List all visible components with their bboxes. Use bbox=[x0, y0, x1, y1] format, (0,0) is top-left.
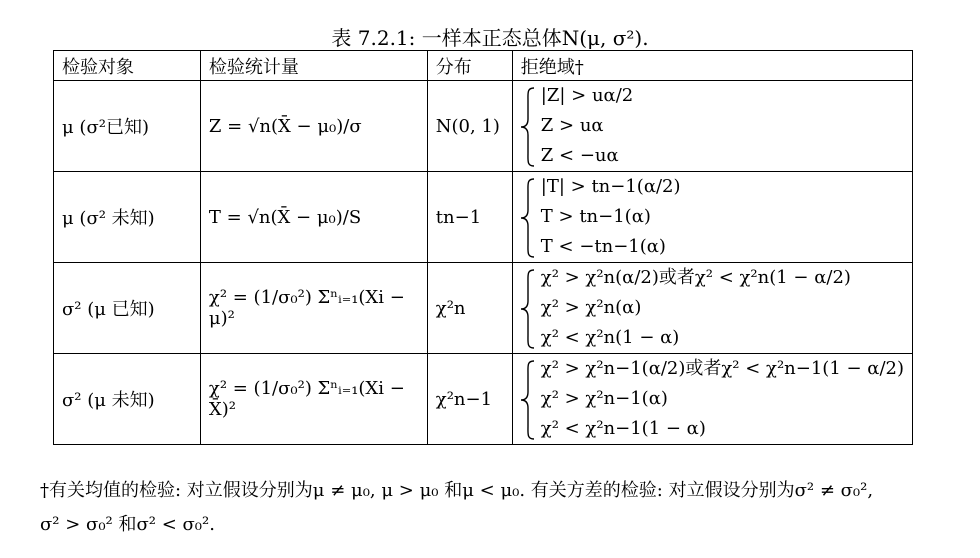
region-line: χ² < χ²n(1 − α) bbox=[540, 327, 680, 348]
left-brace-icon bbox=[519, 87, 537, 167]
header-row bbox=[54, 51, 913, 81]
footnote bbox=[40, 474, 940, 542]
table-caption: 表 7.2.1: 一样本正态总体N(μ, σ²). bbox=[331, 26, 649, 50]
test-object: μ (σ² 未知) bbox=[54, 172, 201, 263]
region-line: T > tn−1(α) bbox=[540, 206, 651, 227]
region-line: χ² > χ²n(α) bbox=[540, 297, 642, 318]
header-rejection-region: 拒绝域† bbox=[512, 51, 912, 81]
left-brace-icon bbox=[519, 269, 537, 349]
table-row bbox=[54, 263, 913, 354]
rejection-region bbox=[512, 172, 912, 263]
header-object: 检验对象 bbox=[54, 51, 201, 81]
footnote-line: †有关均值的检验: 对立假设分别为μ ≠ μ₀, μ > μ₀ 和μ < μ₀. 有关方差的检验: 对立假设分别为σ² ≠ σ₀², bbox=[40, 480, 874, 501]
test-statistic: Z = √n(X̄ − μ₀)/σ bbox=[200, 81, 427, 172]
table-row bbox=[54, 81, 913, 172]
region-line: χ² > χ²n−1(α) bbox=[540, 388, 668, 409]
hypothesis-test-table bbox=[53, 50, 913, 445]
distribution: χ²n bbox=[427, 263, 512, 354]
region-line: χ² > χ²n−1(α/2)或者χ² < χ²n−1(1 − α/2) bbox=[540, 358, 904, 379]
table-row bbox=[54, 354, 913, 445]
distribution: tn−1 bbox=[427, 172, 512, 263]
rejection-region bbox=[512, 263, 912, 354]
rejection-region bbox=[512, 354, 912, 445]
region-line: T < −tn−1(α) bbox=[540, 236, 666, 257]
header-statistic: 检验统计量 bbox=[200, 51, 427, 81]
left-brace-icon bbox=[519, 178, 537, 258]
rejection-region bbox=[512, 81, 912, 172]
region-line: χ² < χ²n−1(1 − α) bbox=[540, 418, 706, 439]
left-brace-icon bbox=[519, 360, 537, 440]
test-statistic: χ² = (1/σ₀²) Σⁿᵢ₌₁(Xi − μ)² bbox=[200, 263, 427, 354]
test-object: μ (σ²已知) bbox=[54, 81, 201, 172]
region-line: |Z| > uα/2 bbox=[540, 85, 634, 106]
header-distribution: 分布 bbox=[427, 51, 512, 81]
test-object: σ² (μ 已知) bbox=[54, 263, 201, 354]
region-line: |T| > tn−1(α/2) bbox=[540, 176, 681, 197]
distribution: N(0, 1) bbox=[427, 81, 512, 172]
test-statistic: χ² = (1/σ₀²) Σⁿᵢ₌₁(Xi − X̄)² bbox=[200, 354, 427, 445]
region-line: Z < −uα bbox=[540, 145, 619, 166]
distribution: χ²n−1 bbox=[427, 354, 512, 445]
footnote-line: σ² > σ₀² 和σ² < σ₀². bbox=[40, 514, 215, 535]
region-line: χ² > χ²n(α/2)或者χ² < χ²n(1 − α/2) bbox=[540, 267, 851, 288]
table-row bbox=[54, 172, 913, 263]
test-object: σ² (μ 未知) bbox=[54, 354, 201, 445]
test-statistic: T = √n(X̄ − μ₀)/S bbox=[200, 172, 427, 263]
region-line: Z > uα bbox=[540, 115, 604, 136]
